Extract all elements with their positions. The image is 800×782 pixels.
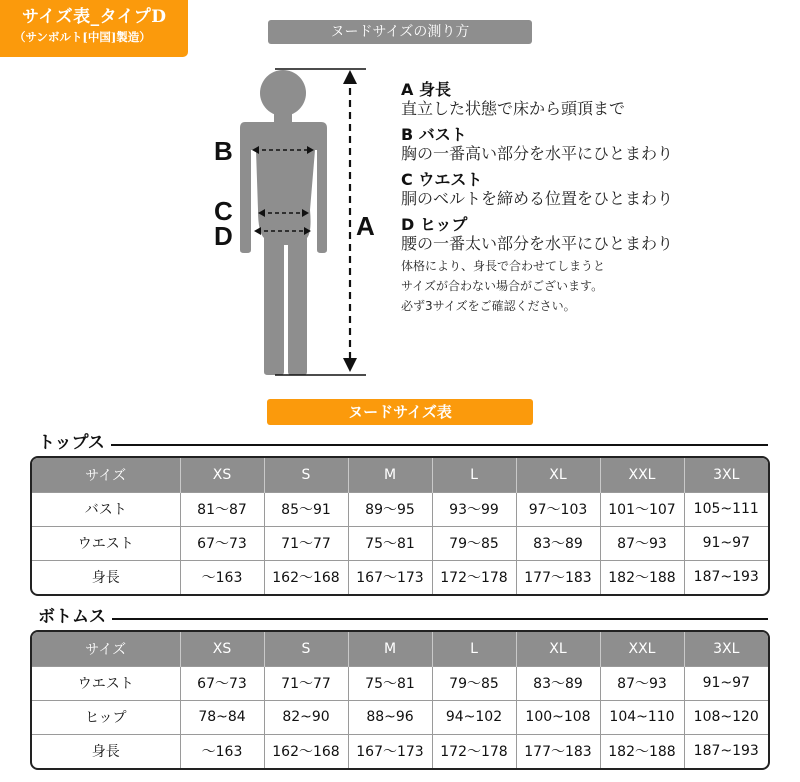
table-cell: 105~111 <box>684 492 768 526</box>
table-cell: 187~193 <box>684 734 768 768</box>
svg-text:B: B <box>214 136 233 166</box>
legend-desc: 胸の一番高い部分を水平にひとまわり <box>401 144 674 163</box>
table-cell: 172～178 <box>432 734 516 768</box>
column-header: 3XL <box>684 632 768 666</box>
column-header: L <box>432 458 516 492</box>
tops-label: トップス <box>38 433 105 453</box>
row-label: 身長 <box>32 734 180 768</box>
tops-size-table <box>30 456 770 596</box>
legend-desc: 腰の一番太い部分を水平にひとまわり <box>401 234 674 253</box>
fit-note-line: 体格により、身長で合わせてしまうと <box>401 259 606 273</box>
brand-tab <box>0 0 188 57</box>
table-row <box>32 492 768 526</box>
table-cell: 94~102 <box>432 700 516 734</box>
table-cell: ～163 <box>180 560 264 594</box>
table-cell: 177～183 <box>516 560 600 594</box>
table-cell: 81～87 <box>180 492 264 526</box>
column-header: M <box>348 632 432 666</box>
table-cell: 83～89 <box>516 666 600 700</box>
row-label: ウエスト <box>32 666 180 700</box>
body-measurement-figure <box>200 60 400 390</box>
table-row <box>32 734 768 768</box>
legend-head: B バスト <box>401 125 467 144</box>
legend-item-bust <box>401 125 741 164</box>
bottoms-size-table <box>30 630 770 770</box>
column-header: 3XL <box>684 458 768 492</box>
row-label: ヒップ <box>32 700 180 734</box>
column-header: サイズ <box>32 632 180 666</box>
table-cell: 91~97 <box>684 666 768 700</box>
brand-title: サイズ表_タイプD <box>22 7 167 27</box>
column-header: XL <box>516 632 600 666</box>
table-header-row <box>32 632 768 666</box>
size-table-title: ヌードサイズ表 <box>267 399 533 425</box>
divider <box>112 618 768 620</box>
bottoms-heading <box>38 607 768 627</box>
legend-item-hip <box>401 215 741 254</box>
table-cell: 83～89 <box>516 526 600 560</box>
column-header: XS <box>180 458 264 492</box>
column-header: XXL <box>600 458 684 492</box>
table-cell: 93～99 <box>432 492 516 526</box>
table-cell: 167～173 <box>348 734 432 768</box>
table-cell: 162～168 <box>264 734 348 768</box>
column-header: XXL <box>600 632 684 666</box>
table-cell: 79～85 <box>432 526 516 560</box>
legend-item-waist <box>401 170 741 209</box>
table-row <box>32 700 768 734</box>
row-label: ウエスト <box>32 526 180 560</box>
column-header: XS <box>180 632 264 666</box>
table-cell: 82~90 <box>264 700 348 734</box>
measure-section-title: ヌードサイズの測り方 <box>268 20 532 44</box>
table-cell: 162～168 <box>264 560 348 594</box>
table-cell: 87～93 <box>600 666 684 700</box>
fit-note-line: 必ず3サイズをご確認ください。 <box>401 299 576 313</box>
measurement-legend <box>401 80 741 316</box>
legend-desc: 胴のベルトを締める位置をひとまわり <box>401 189 674 208</box>
table-cell: 97～103 <box>516 492 600 526</box>
fit-note-line: サイズが合わない場合がございます。 <box>401 279 604 293</box>
table-cell: ～163 <box>180 734 264 768</box>
table-cell: 172～178 <box>432 560 516 594</box>
bottoms-label: ボトムス <box>38 607 106 627</box>
row-label: バスト <box>32 492 180 526</box>
table-row <box>32 666 768 700</box>
legend-head: D ヒップ <box>401 215 468 234</box>
table-cell: 67～73 <box>180 526 264 560</box>
svg-text:C: C <box>214 196 233 226</box>
table-cell: 79～85 <box>432 666 516 700</box>
table-cell: 78~84 <box>180 700 264 734</box>
column-header: S <box>264 458 348 492</box>
divider <box>111 444 768 446</box>
body-silhouette-icon <box>200 60 400 390</box>
table-cell: 182～188 <box>600 560 684 594</box>
fit-note <box>401 256 741 316</box>
column-header: L <box>432 632 516 666</box>
table-cell: 177～183 <box>516 734 600 768</box>
table-cell: 100~108 <box>516 700 600 734</box>
table-cell: 108~120 <box>684 700 768 734</box>
table-cell: 187~193 <box>684 560 768 594</box>
column-header: S <box>264 632 348 666</box>
legend-item-height <box>401 80 741 119</box>
table-cell: 89～95 <box>348 492 432 526</box>
legend-head: A 身長 <box>401 80 451 99</box>
table-row <box>32 560 768 594</box>
legend-desc: 直立した状態で床から頭頂まで <box>401 99 626 118</box>
table-cell: 101～107 <box>600 492 684 526</box>
table-cell: 167～173 <box>348 560 432 594</box>
table-cell: 71～77 <box>264 666 348 700</box>
table-cell: 67～73 <box>180 666 264 700</box>
svg-text:A: A <box>356 211 375 241</box>
table-cell: 85～91 <box>264 492 348 526</box>
column-header: XL <box>516 458 600 492</box>
legend-head: C ウエスト <box>401 170 483 189</box>
column-header: M <box>348 458 432 492</box>
svg-text:D: D <box>214 221 233 251</box>
row-label: 身長 <box>32 560 180 594</box>
table-cell: 104~110 <box>600 700 684 734</box>
column-header: サイズ <box>32 458 180 492</box>
table-cell: 91~97 <box>684 526 768 560</box>
table-cell: 71～77 <box>264 526 348 560</box>
table-row <box>32 526 768 560</box>
table-cell: 75～81 <box>348 666 432 700</box>
table-cell: 182～188 <box>600 734 684 768</box>
table-cell: 87～93 <box>600 526 684 560</box>
table-header-row <box>32 458 768 492</box>
tops-heading <box>38 433 768 453</box>
table-cell: 88~96 <box>348 700 432 734</box>
table-cell: 75～81 <box>348 526 432 560</box>
brand-subtitle: （サンボルト[中国]製造） <box>14 30 151 44</box>
